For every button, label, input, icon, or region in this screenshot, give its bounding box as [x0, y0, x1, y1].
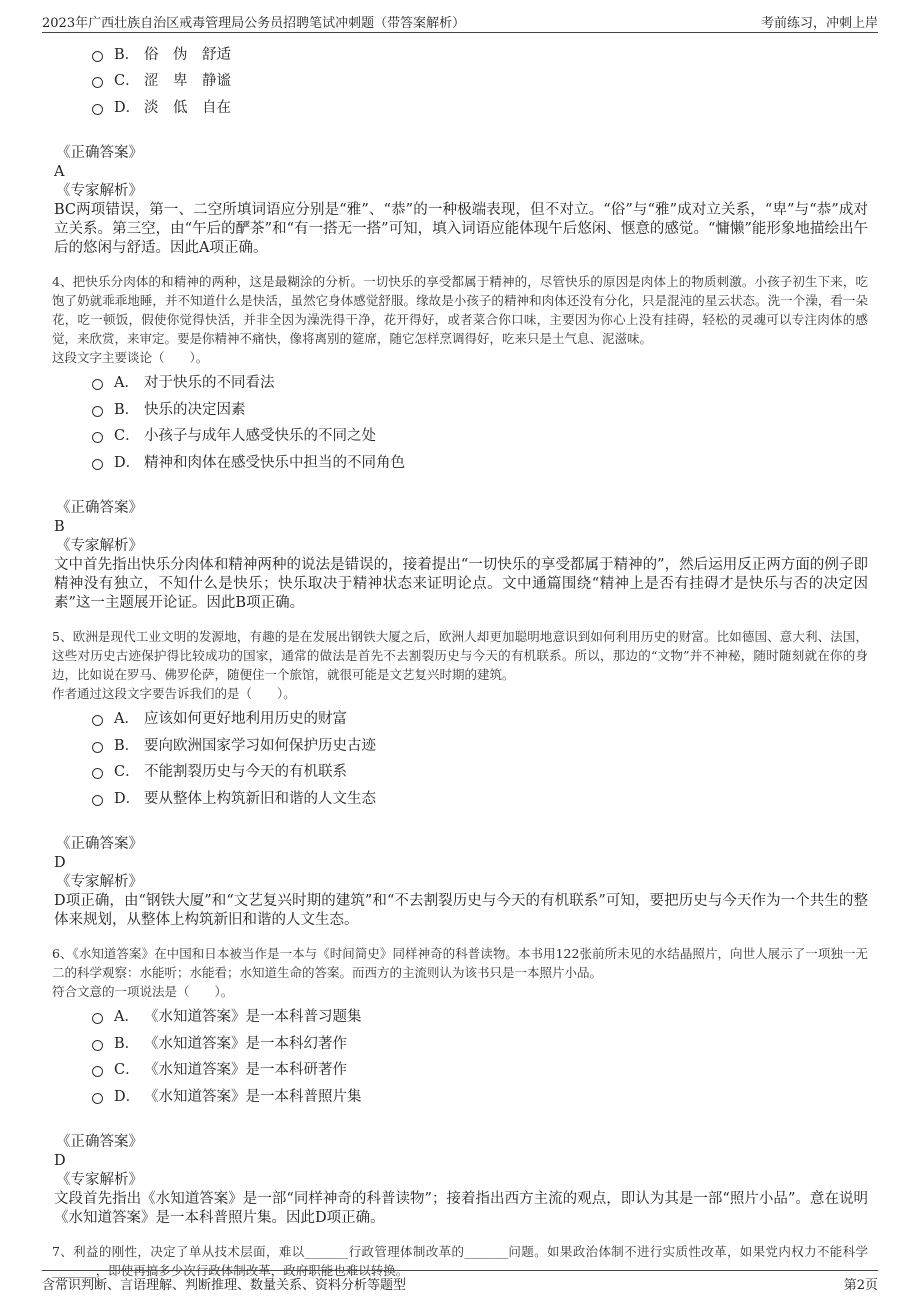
option-text: 要从整体上构筑新旧和谐的人文生态 — [144, 790, 376, 807]
q5-options — [92, 705, 868, 811]
radio-button-icon[interactable] — [92, 1066, 103, 1077]
q5-option-b[interactable]: B． 要向欧洲国家学习如何保护历史古迹 — [92, 731, 868, 758]
option-text: 《水知道答案》是一本科研著作 — [144, 1062, 347, 1079]
option-text: 《水知道答案》是一本科普照片集 — [144, 1088, 362, 1105]
radio-button-icon[interactable] — [92, 104, 103, 115]
q5-answer: D — [54, 854, 66, 871]
radio-button-icon[interactable] — [92, 768, 103, 779]
option-text: 不能割裂历史与今天的有机联系 — [144, 764, 347, 781]
option-text: 俗 伪 舒适 — [144, 46, 231, 63]
option-text: 要向欧洲国家学习如何保护历史古迹 — [144, 737, 376, 754]
header-slogan: 考前练习，冲刺上岸 — [760, 16, 878, 31]
q6-stem: 6、《水知道答案》在中国和日本被当作是一本与《时间简史》同样神奇的科普读物。本书用122张前所未见的水结晶照片，向世人展示了一项独一无二的科学观察：水能听；水能看；水知道生命的答案。而西方的主流则认为该书只是一本照片小品。 — [52, 945, 868, 980]
q5-option-c[interactable]: C． 不能割裂历史与今天的有机联系 — [92, 758, 868, 785]
q6-prompt: 符合文意的一项说法是（ ）。 — [52, 983, 234, 999]
q4-analysis-heading: 《专家解析》 — [56, 537, 143, 554]
q4-option-b[interactable]: B． 快乐的决定因素 — [92, 395, 868, 422]
option-text: 应该如何更好地利用历史的财富 — [144, 711, 347, 728]
q7-stem: 7、利益的刚性，决定了单从技术层面，难以_______行政管理体制改革的_______问题。如果政治体制不进行实质性改革，如果党内权力不能科学_______，即使再搞多少次行政体制改革，政府职能也难以转换。 — [52, 1243, 868, 1278]
radio-button-icon[interactable] — [92, 406, 103, 417]
document-title: 2023年广西壮族自治区戒毒管理局公务员招聘笔试冲刺题（带答案解析） — [42, 16, 466, 31]
radio-button-icon[interactable] — [92, 51, 103, 62]
q4-options — [92, 369, 868, 475]
q3-analysis-heading: 《专家解析》 — [56, 182, 143, 199]
radio-button-icon[interactable] — [92, 1040, 103, 1051]
q5-option-a[interactable]: A． 应该如何更好地利用历史的财富 — [92, 705, 868, 732]
q4-answer: B — [54, 518, 65, 535]
q6-answer-heading: 《正确答案》 — [56, 1133, 143, 1150]
q6-analysis: 文段首先指出《水知道答案》是一部“同样神奇的科普读物”；接着指出西方主流的观点，即认为其是一部“照片小品”。意在说明《水知道答案》是一本科普照片集。因此D项正确。 — [54, 1190, 868, 1226]
q6-option-b[interactable]: B． 《水知道答案》是一本科幻著作 — [92, 1029, 868, 1056]
q4-stem: 4、把快乐分肉体的和精神的两种，这是最糊涂的分析。一切快乐的享受都属于精神的，尽管快乐的原因是肉体上的物质刺激。小孩子初生下来，吃饱了奶就乖乖地睡，并不知道什么是快活，虽然它身体感觉舒服。缘故是小孩子的精神和肉体还没有分化，只是混沌的星云状态。洗一个澡，看一朵花，吃一顿饭，假使你觉得快活，并非全因为澡洗得干净，花开得好，或者菜合你口味，主要因为你心上没有挂碍，轻松的灵魂可以专注肉体的感觉，来欣赏，来审定。要是你精神不痛快，像将离别的筵席，随它怎样烹调得好，吃来只是土气息、泥滋味。 — [52, 273, 868, 346]
q4-answer-heading: 《正确答案》 — [56, 499, 143, 516]
option-text: 涩 卑 静谧 — [144, 73, 231, 90]
option-text: 《水知道答案》是一本科幻著作 — [144, 1035, 347, 1052]
q4-option-a[interactable]: A． 对于快乐的不同看法 — [92, 369, 868, 396]
q5-option-d[interactable]: D． 要从整体上构筑新旧和谐的人文生态 — [92, 784, 868, 811]
q5-prompt: 作者通过这段文字要告诉我们的是（ ）。 — [52, 685, 296, 701]
radio-button-icon[interactable] — [92, 432, 103, 443]
radio-button-icon[interactable] — [92, 379, 103, 390]
page-content — [52, 38, 868, 1280]
radio-button-icon[interactable] — [92, 1013, 103, 1024]
option-text: 快乐的决定因素 — [144, 401, 246, 418]
page-header — [42, 10, 878, 33]
q4-analysis: 文中首先指出快乐分肉体和精神两种的说法是错误的，接着提出“一切快乐的享受都属于精神的”，然后运用反正两方面的例子即精神没有独立，不知什么是快乐；快乐取决于精神状态来证明论点。文中通篇围绕“精神上是否有挂碍才是快乐与否的决定因素”这一主题展开论证。因此B项正确。 — [54, 556, 868, 611]
option-text: 小孩子与成年人感受快乐的不同之处 — [144, 428, 376, 445]
q6-option-d[interactable]: D． 《水知道答案》是一本科普照片集 — [92, 1082, 868, 1109]
option-text: 淡 低 自在 — [144, 99, 231, 116]
q3-option-c[interactable]: C． 涩 卑 静谧 — [92, 67, 868, 94]
q3-options — [92, 40, 868, 120]
radio-button-icon[interactable] — [92, 459, 103, 470]
q5-analysis-heading: 《专家解析》 — [56, 873, 143, 890]
option-text: 《水知道答案》是一本科普习题集 — [144, 1009, 362, 1026]
q4-option-c[interactable]: C． 小孩子与成年人感受快乐的不同之处 — [92, 422, 868, 449]
q6-answer: D — [54, 1152, 66, 1169]
radio-button-icon[interactable] — [92, 795, 103, 806]
q6-analysis-heading: 《专家解析》 — [56, 1171, 143, 1188]
q6-options — [92, 1003, 868, 1109]
q3-option-b[interactable]: B． 俗 伪 舒适 — [92, 40, 868, 67]
q3-answer-heading: 《正确答案》 — [56, 144, 143, 161]
radio-button-icon[interactable] — [92, 1093, 103, 1104]
option-text: 对于快乐的不同看法 — [144, 375, 275, 392]
option-text: 精神和肉体在感受快乐中担当的不同角色 — [144, 454, 405, 471]
q6-option-a[interactable]: A． 《水知道答案》是一本科普习题集 — [92, 1003, 868, 1030]
q4-option-d[interactable]: D． 精神和肉体在感受快乐中担当的不同角色 — [92, 448, 868, 475]
radio-button-icon[interactable] — [92, 77, 103, 88]
q6-option-c[interactable]: C． 《水知道答案》是一本科研著作 — [92, 1056, 868, 1083]
q3-option-d[interactable]: D． 淡 低 自在 — [92, 93, 868, 120]
radio-button-icon[interactable] — [92, 715, 103, 726]
radio-button-icon[interactable] — [92, 742, 103, 753]
q3-analysis: BC两项错误，第一、二空所填词语应分别是“雅”、“恭”的一种极端表现，但不对立。“俗”与“雅”成对立关系，“卑”与“恭”成对立关系。第三空，由“午后的酽茶”和“有一搭无一搭”可知，填入词语应能体现午后悠闲、惬意的感觉。“慵懒”能形象地描绘出午后的悠闲与舒适。因此A项正确。 — [54, 201, 868, 256]
q5-answer-heading: 《正确答案》 — [56, 835, 143, 852]
footer-topics: 含常识判断、言语理解、判断推理、数量关系、资料分析等题型 — [42, 1278, 407, 1293]
q5-stem: 5、欧洲是现代工业文明的发源地，有趣的是在发展出钢铁大厦之后，欧洲人却更加聪明地意识到如何利用历史的财富。比如德国、意大利、法国，这些对历史古迹保护得比较成功的国家，通常的做法是首先不去割裂历史与今天的有机联系。所以，那边的“文物”并不神秘，随时随刻就在你的身边，比如说在罗马、佛罗伦萨，随便住一个旅馆，就很可能是文艺复兴时期的建筑。 — [52, 628, 868, 682]
page-footer — [42, 1270, 878, 1293]
q3-answer: A — [54, 163, 65, 180]
q5-analysis: D项正确，由“钢铁大厦”和“文艺复兴时期的建筑”和“不去割裂历史与今天的有机联系”可知，要把历史与今天作为一个共生的整体来规划，从整体上构筑新旧和谐的人文生态。 — [54, 892, 868, 928]
page-number: 第2页 — [843, 1278, 878, 1293]
q4-prompt: 这段文字主要谈论（ ）。 — [52, 349, 209, 365]
